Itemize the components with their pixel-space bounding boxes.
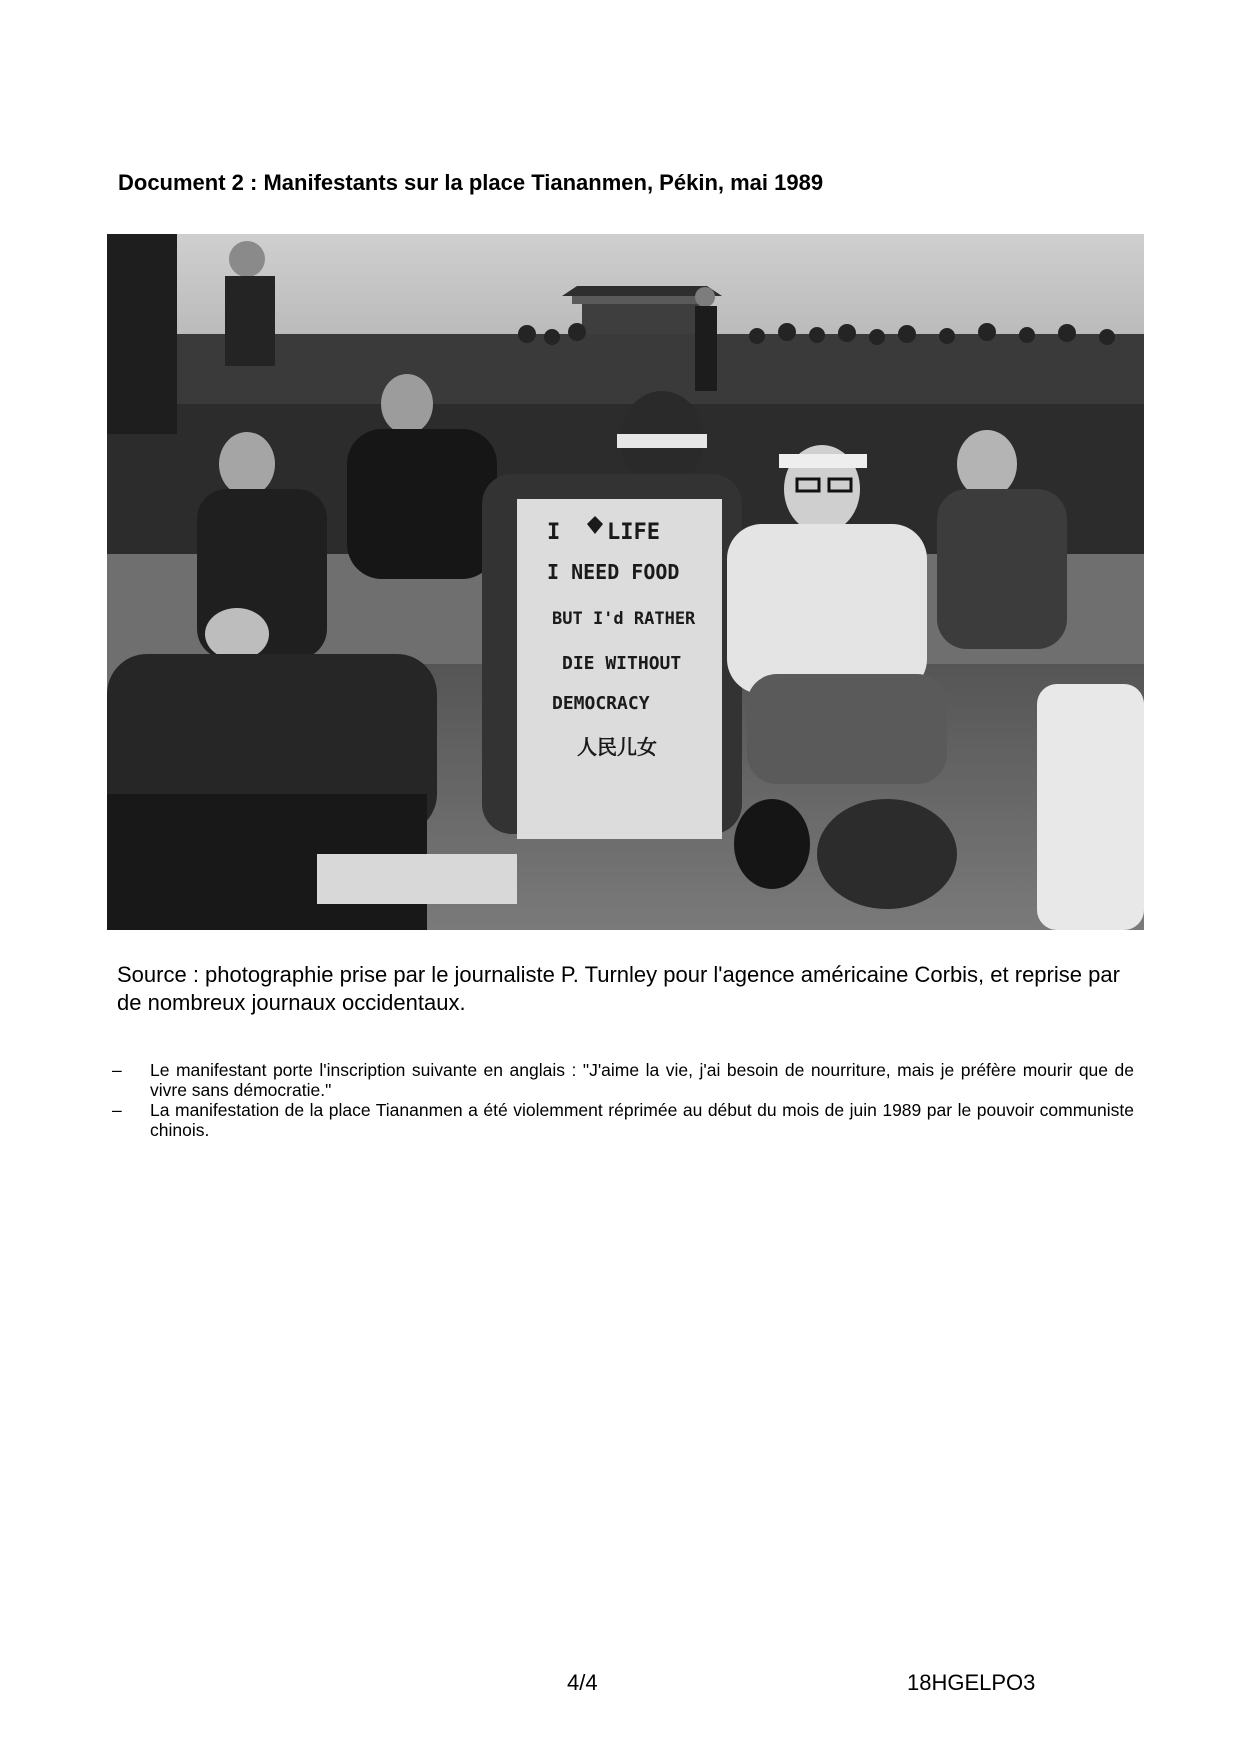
sign-line-2: LIFE xyxy=(607,520,660,545)
notes-list xyxy=(112,1060,1134,1140)
photo-source-caption: Source : photographie prise par le journaliste P. Turnley pour l'agence américaine Corbis, et reprise par de nombreux journaux occidentaux. xyxy=(117,962,1120,1015)
bullet-dash: – xyxy=(112,1060,122,1080)
sign-line-6: DEMOCRACY xyxy=(552,693,650,714)
note-text-2: La manifestation de la place Tiananmen a été violemment réprimée au début du mois de juin 1989 par le pouvoir communiste chinois. xyxy=(150,1100,1134,1140)
document-code: 18HGELPO3 xyxy=(907,1670,1036,1695)
page-number: 4/4 xyxy=(567,1670,598,1695)
sign-line-3: I NEED FOOD xyxy=(547,560,680,584)
bullet-dash: – xyxy=(112,1100,122,1120)
document-title: Document 2 : Manifestants sur la place Tiananmen, Pékin, mai 1989 xyxy=(118,170,824,195)
tiananmen-protest-photo xyxy=(107,234,1144,930)
note-text-1: Le manifestant porte l'inscription suivante en anglais : "J'aime la vie, j'ai besoin de nourriture, mais je préfère mourir que de vivre sans démocratie." xyxy=(150,1060,1134,1100)
sign-line-7: 人民儿女 xyxy=(577,735,657,759)
sign-line-4: BUT I'd RATHER xyxy=(552,609,696,629)
list-item xyxy=(112,1100,1134,1140)
sign-line-1: I xyxy=(547,520,561,545)
sign-line-5: DIE WITHOUT xyxy=(562,653,682,674)
list-item xyxy=(112,1060,1134,1100)
